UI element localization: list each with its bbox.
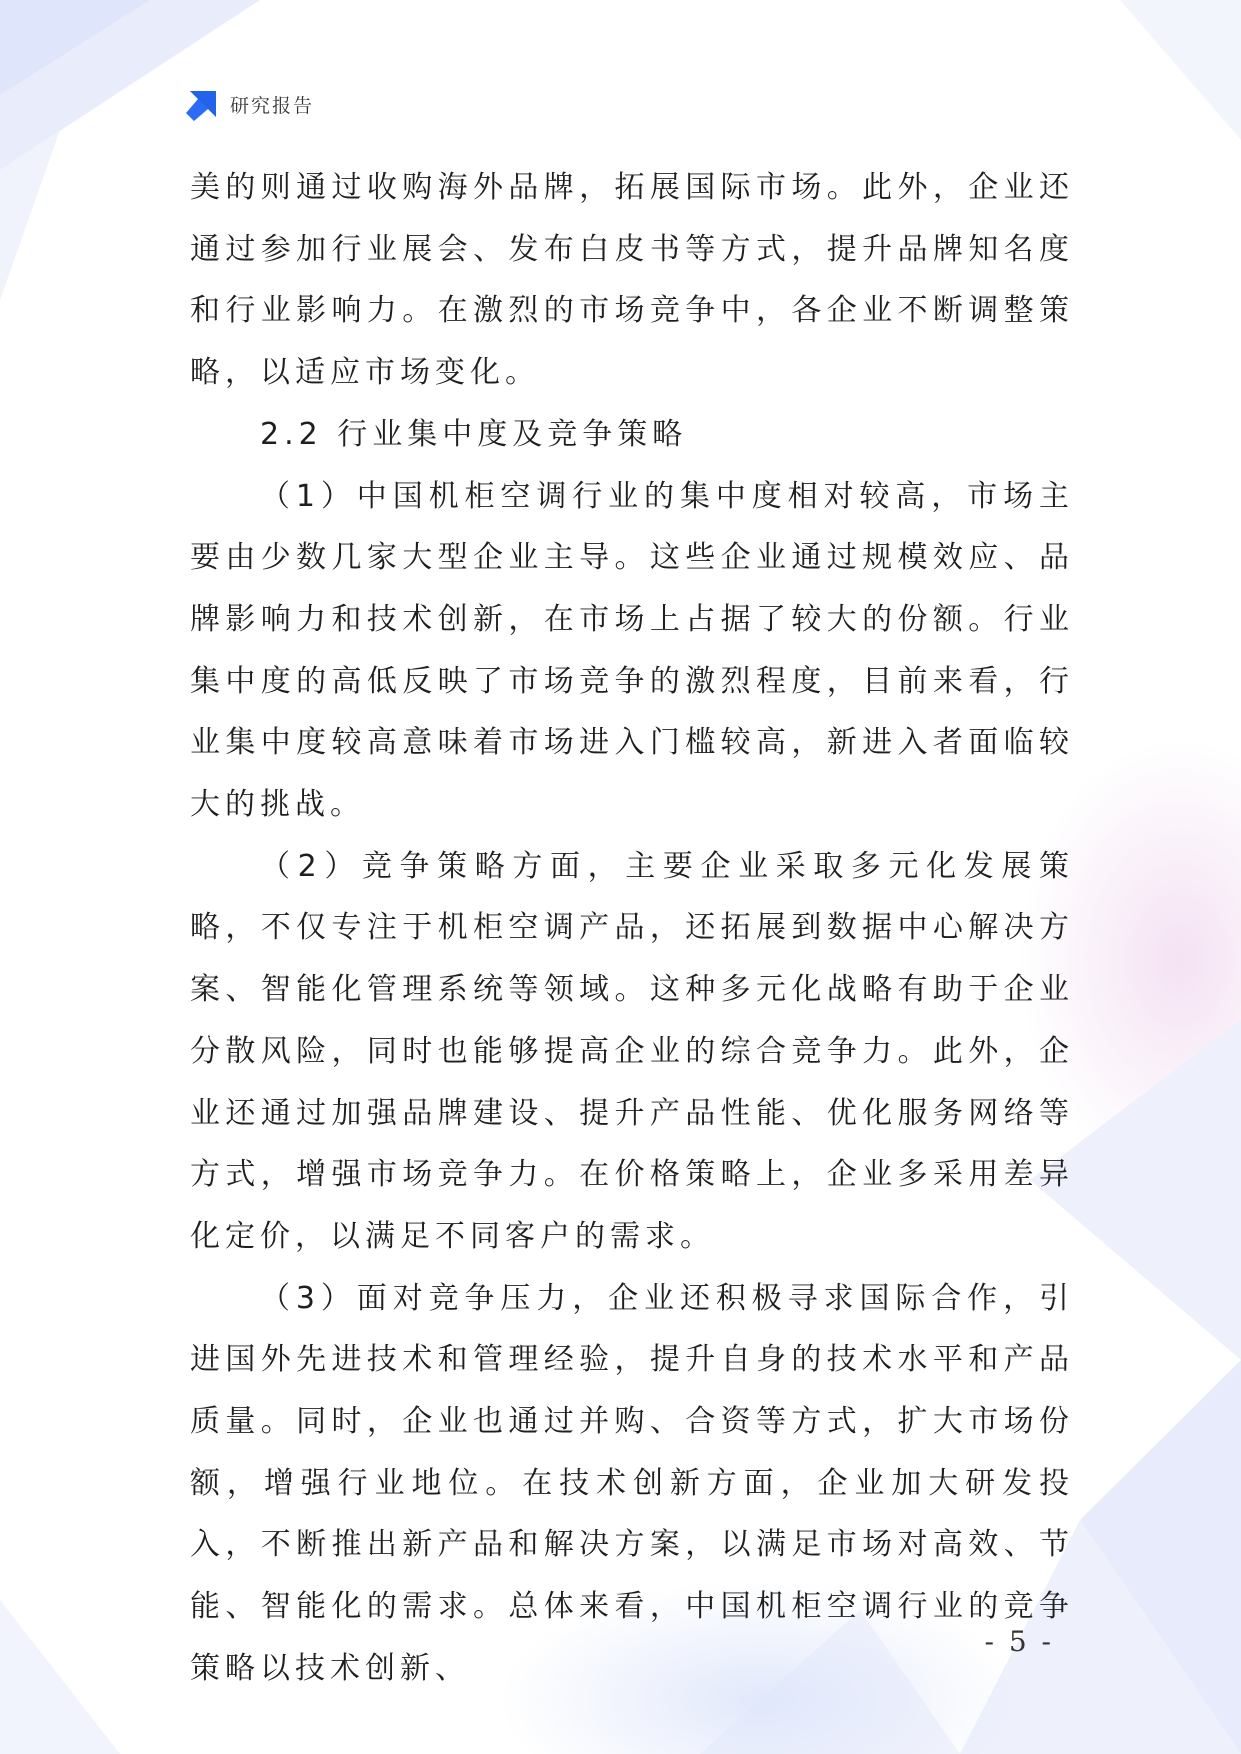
paragraph-intro: 美的则通过收购海外品牌，拓展国际市场。此外，企业还通过参加行业展会、发布白皮书等方式，提升品牌知名度和行业影响力。在激烈的市场竞争中，各企业不断调整策略，以适应市场变化。 (190, 170, 1074, 391)
paragraph-1: （1）中国机柜空调行业的集中度相对较高，市场主要由少数几家大型企业主导。这些企业通过规模效应、品牌影响力和技术创新，在市场上占据了较大的份额。行业集中度的高低反映了市场竞争的激烈程度，目前来看，行业集中度较高意味着市场进入门槛较高，新进入者面临较大的挑战。 (190, 478, 1074, 823)
section-heading: 2.2 行业集中度及竞争策略 (260, 416, 688, 452)
paragraph-3: （3）面对竞争压力，企业还积极寻求国际合作，引进国外先进技术和管理经验，提升自身的技术水平和产品质量。同时，企业也通过并购、合资等方式，扩大市场份额，增强行业地位。在技术创新方面，企业加大研发投入，不断推出新产品和解决方案，以满足市场对高效、节能、智能化的需求。总体来看，中国机柜空调行业的竞争策略以技术创新、 (190, 1280, 1074, 1686)
document-body (190, 157, 1074, 1700)
paragraph-2: （2）竞争策略方面，主要企业采取多元化发展策略，不仅专注于机柜空调产品，还拓展到数据中心解决方案、智能化管理系统等领域。这种多元化战略有助于企业分散风险，同时也能够提高企业的综合竞争力。此外，企业还通过加强品牌建设、提升产品性能、优化服务网络等方式，增强市场竞争力。在价格策略上，企业多采用差异化定价，以满足不同客户的需求。 (190, 848, 1074, 1254)
report-header (186, 86, 314, 122)
page-number: - 5 - (984, 1625, 1054, 1658)
header-title: 研究报告 (230, 94, 315, 117)
arrow-up-right-icon (186, 87, 220, 121)
